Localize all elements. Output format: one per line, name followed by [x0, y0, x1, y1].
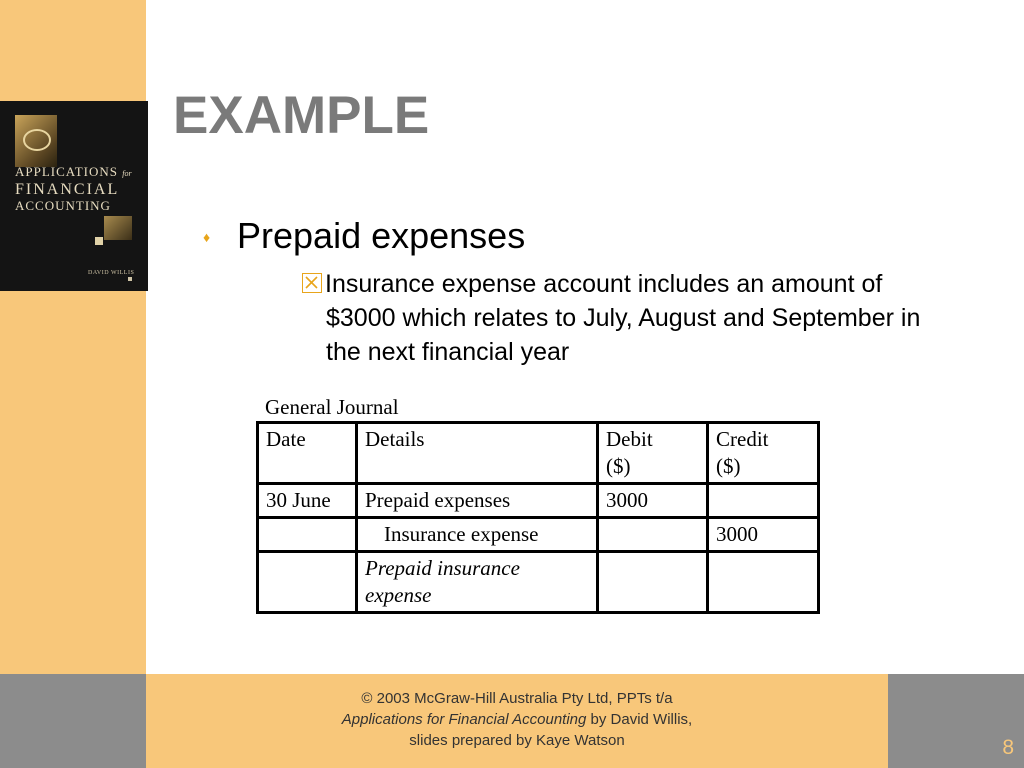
footer-line-2	[146, 709, 888, 730]
cell-credit	[708, 484, 819, 518]
cell-details-l2: expense	[365, 583, 432, 607]
header-debit-l2: ($)	[606, 454, 631, 478]
cell-date	[258, 518, 357, 552]
book-cover-square	[95, 237, 103, 245]
cell-date: 30 June	[258, 484, 357, 518]
book-title-line1: APPLICATIONS	[15, 164, 119, 179]
cell-details: Insurance expense	[357, 518, 598, 552]
header-date: Date	[258, 423, 357, 484]
book-cover-title	[15, 164, 132, 213]
header-debit-l1: Debit	[606, 427, 653, 451]
page-number: 8	[1002, 736, 1014, 759]
cell-debit	[598, 552, 708, 613]
sub-bullet-item	[302, 267, 1016, 369]
header-debit	[598, 423, 708, 484]
footer-book-title: Applications for Financial Accounting	[341, 711, 587, 728]
footer-left-band	[0, 674, 146, 768]
sub-bullet-text-1: Insurance expense account includes an amount of	[325, 270, 883, 298]
cell-debit	[598, 518, 708, 552]
table-header-row	[258, 423, 819, 484]
book-cover-author: DAVID WILLIS	[88, 270, 135, 276]
cell-debit: 3000	[598, 484, 708, 518]
cell-date	[258, 552, 357, 613]
book-cover-image	[0, 101, 148, 291]
journal-label: General Journal	[265, 395, 399, 419]
header-credit-l1: Credit	[716, 427, 769, 451]
bullet-text: Prepaid expenses	[237, 215, 526, 256]
book-title-line2: FINANCIAL	[15, 181, 120, 198]
cell-details: Prepaid expenses	[357, 484, 598, 518]
diamond-bullet-icon: ♦	[203, 229, 211, 245]
book-cover-art	[15, 115, 57, 167]
footer-line-3: slides prepared by Kaye Watson	[409, 732, 625, 749]
footer-author: by David Willis,	[586, 711, 693, 728]
sub-bullet-text-3: the next financial year	[326, 338, 570, 366]
header-credit	[708, 423, 819, 484]
table-row	[258, 484, 819, 518]
book-cover-mark	[128, 277, 132, 281]
slide-title: EXAMPLE	[173, 86, 430, 145]
cell-credit	[708, 552, 819, 613]
bullet-item	[198, 213, 558, 261]
x-box-bullet-icon	[302, 273, 322, 293]
footer-copyright	[146, 688, 888, 751]
book-title-line3: ACCOUNTING	[15, 198, 111, 213]
sub-bullet-line-1	[302, 267, 1016, 301]
table-row	[258, 552, 819, 613]
cell-credit: 3000	[708, 518, 819, 552]
table-row	[258, 518, 819, 552]
sub-bullet-text-2: $3000 which relates to July, August and September in	[326, 304, 921, 332]
book-title-for: for	[122, 169, 132, 178]
header-details: Details	[357, 423, 598, 484]
book-cover-art-detail	[104, 216, 132, 240]
footer-line-1: © 2003 McGraw-Hill Australia Pty Ltd, PPTs t/a	[361, 690, 673, 707]
cell-details	[357, 552, 598, 613]
general-journal-table	[256, 421, 820, 614]
cell-details-l1: Prepaid insurance	[365, 556, 520, 580]
header-credit-l2: ($)	[716, 454, 741, 478]
